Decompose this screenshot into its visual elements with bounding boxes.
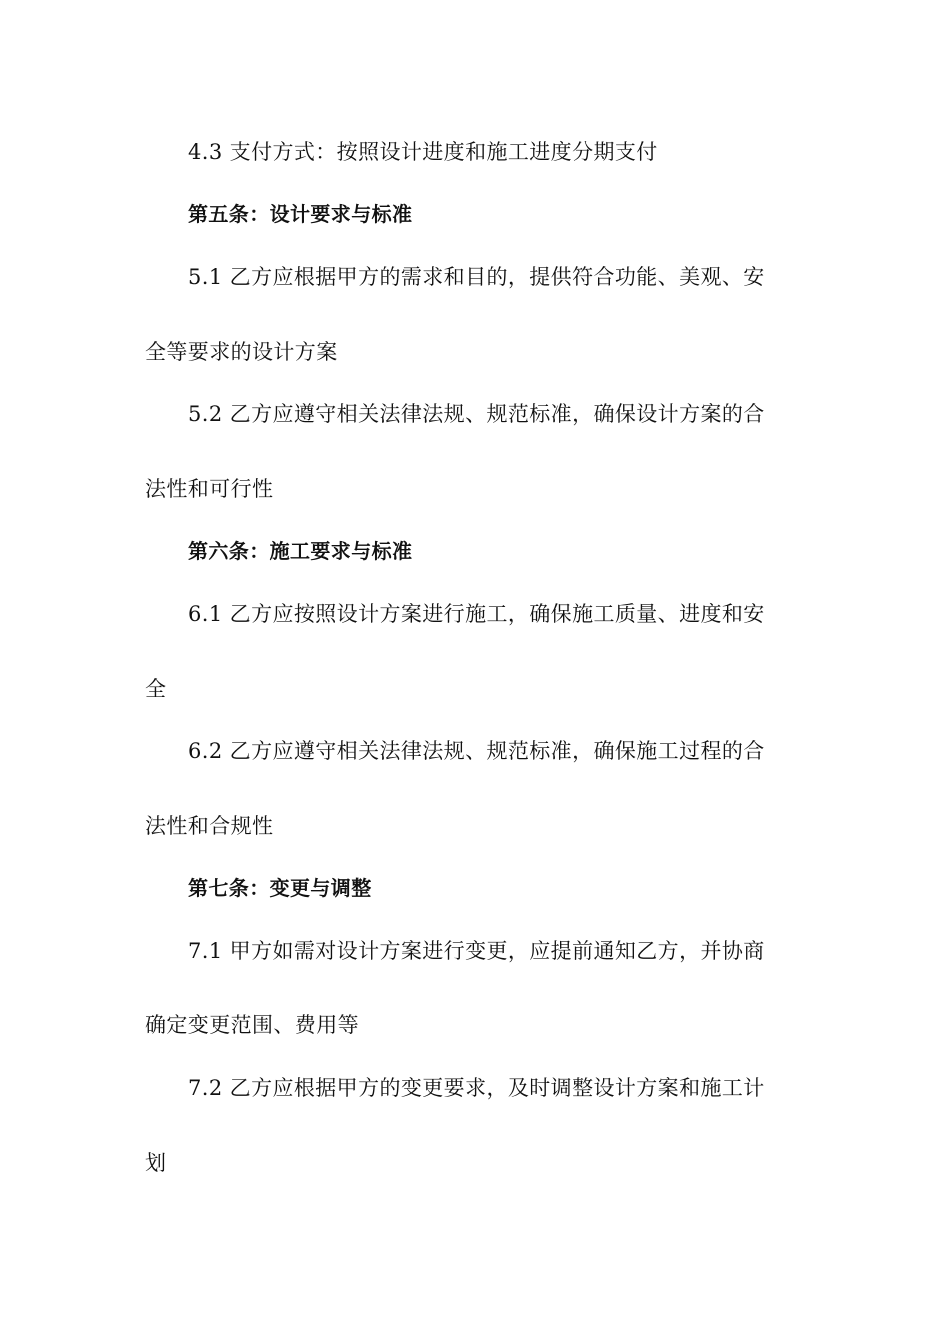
clause-4-3: 4.3 支付方式：按照设计进度和施工进度分期支付 xyxy=(188,140,658,164)
clause-5-1-line-1: 5.1 乙方应根据甲方的需求和目的，提供符合功能、美观、安 xyxy=(188,265,765,289)
clause-7-1-line-1: 7.1 甲方如需对设计方案进行变更，应提前通知乙方，并协商 xyxy=(188,939,765,963)
clause-5-2-line-2: 法性和可行性 xyxy=(145,477,274,501)
clause-6-1-line-1: 6.1 乙方应按照设计方案进行施工，确保施工质量、进度和安 xyxy=(188,602,765,626)
clause-7-2-line-2: 划 xyxy=(145,1151,167,1175)
clause-7-2-line-1: 7.2 乙方应根据甲方的变更要求，及时调整设计方案和施工计 xyxy=(188,1076,765,1100)
section-heading-article-7: 第七条：变更与调整 xyxy=(188,876,372,900)
clause-6-2-line-1: 6.2 乙方应遵守相关法律法规、规范标准，确保施工过程的合 xyxy=(188,739,765,763)
clause-7-1-line-2: 确定变更范围、费用等 xyxy=(145,1013,359,1037)
section-heading-article-6: 第六条：施工要求与标准 xyxy=(188,539,413,563)
clause-6-1-line-2: 全 xyxy=(145,677,167,701)
clause-5-2-line-1: 5.2 乙方应遵守相关法律法规、规范标准，确保设计方案的合 xyxy=(188,402,765,426)
clause-5-1-line-2: 全等要求的设计方案 xyxy=(145,340,338,364)
clause-6-2-line-2: 法性和合规性 xyxy=(145,814,274,838)
section-heading-article-5: 第五条：设计要求与标准 xyxy=(188,202,413,226)
